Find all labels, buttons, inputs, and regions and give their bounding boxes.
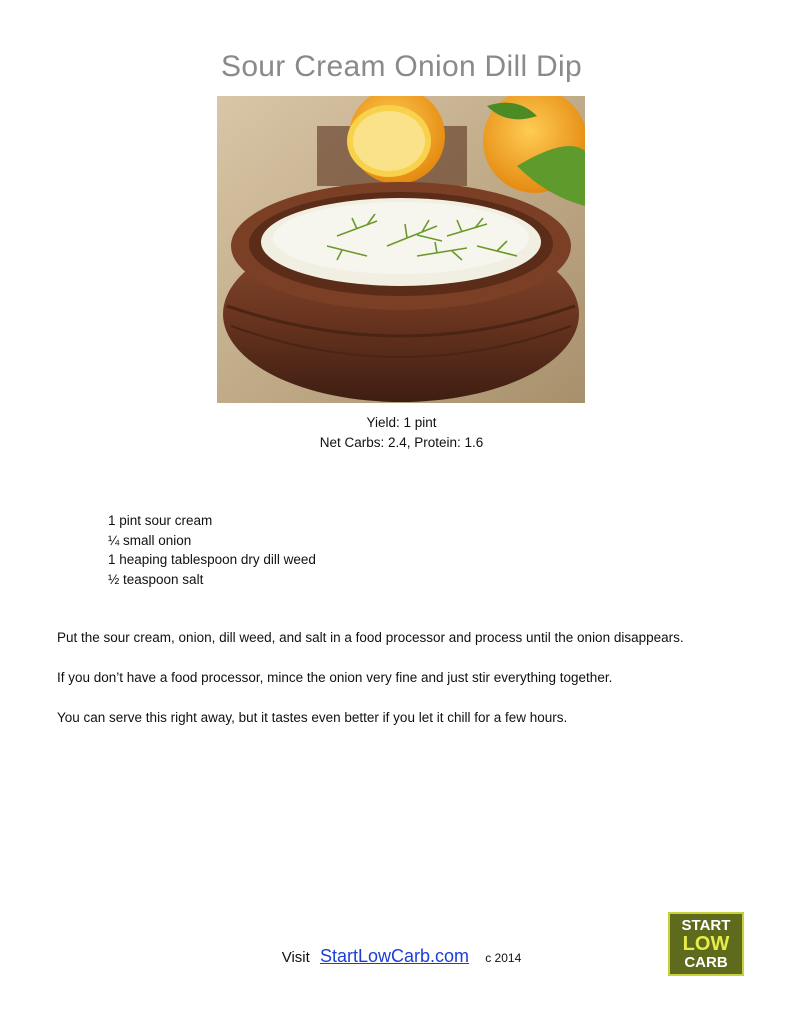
recipe-title: Sour Cream Onion Dill Dip (221, 50, 582, 83)
instruction-step: If you don’t have a food processor, mince the onion very fine and just stir everything together. (57, 670, 613, 685)
yield-text: Yield: 1 pint (366, 415, 437, 430)
ingredient-item: ¼ small onion (108, 532, 192, 548)
visit-label: Visit (281, 949, 310, 966)
logo-line-start: START (681, 917, 731, 934)
ingredients-list (108, 511, 316, 589)
instruction-step: Put the sour cream, onion, dill weed, and salt in a food processor and process until the onion disappears. (57, 630, 684, 645)
nutrition-text: Net Carbs: 2.4, Protein: 1.6 (319, 435, 484, 450)
instruction-step: You can serve this right away, but it tastes even better if you let it chill for a few hours. (57, 710, 568, 725)
instructions (57, 628, 777, 748)
logo-line-carb: CARB (684, 954, 728, 971)
dip-photo (217, 96, 585, 403)
copyright-text: c 2014 (485, 951, 522, 965)
ingredient-item: ½ teaspoon salt (108, 571, 204, 587)
ingredient-item: 1 pint sour cream (108, 513, 213, 528)
logo-line-low: LOW (682, 933, 730, 955)
ingredient-item: 1 heaping tablespoon dry dill weed (108, 552, 316, 567)
site-link[interactable]: StartLowCarb.com (319, 946, 470, 966)
start-low-carb-logo (668, 912, 744, 976)
